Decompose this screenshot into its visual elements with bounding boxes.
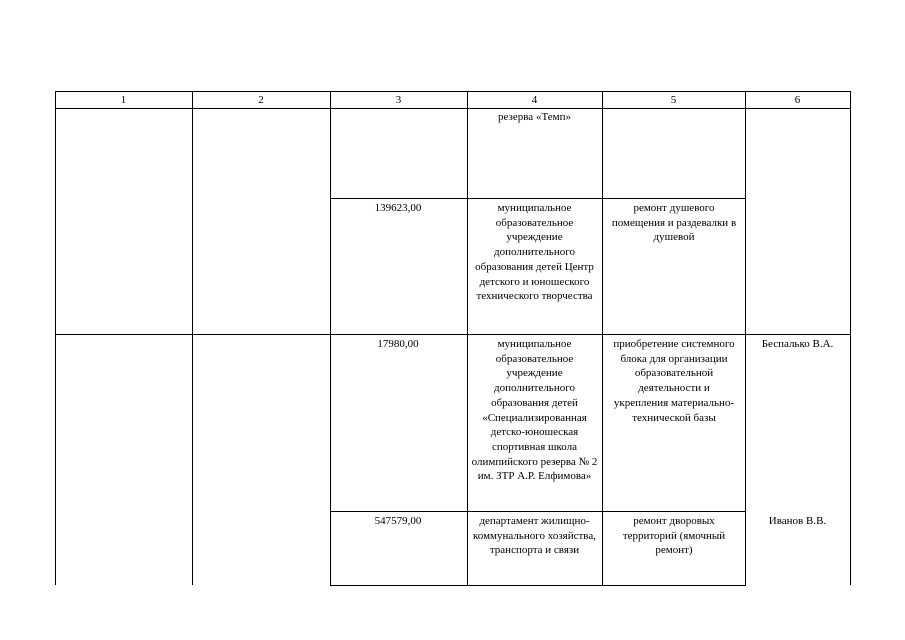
- table-cell-amount: 17980,00: [377, 338, 419, 350]
- table-cell-purpose: ремонт дворовых территорий (ямочный ремонт): [622, 515, 726, 557]
- column-border: [467, 91, 468, 586]
- table-cell-organization: департамент жилищно-коммунального хозяйства, транспорта и связи: [473, 515, 596, 557]
- row-divider: [330, 198, 745, 199]
- table-cell-organization: муниципальное образовательное учреждение дополнительного образования детей Центр детского и юношеского технического творчества: [475, 202, 594, 303]
- table-cell-responsible: Беспалько В.А.: [761, 338, 834, 350]
- table-cell-organization: резерва «Темп»: [498, 111, 571, 123]
- table-cell-purpose: приобретение системного блока для организации образовательной деятельности и укрепления материально-технической базы: [613, 338, 735, 424]
- column-border: [330, 91, 331, 586]
- column-border: [745, 91, 746, 586]
- column-header-1: 1: [120, 94, 127, 106]
- column-header-6: 6: [794, 94, 801, 106]
- table-bottom-border: [330, 585, 745, 586]
- row-divider: [55, 334, 850, 335]
- column-border: [192, 91, 193, 585]
- column-border: [602, 91, 603, 586]
- table-top-border: [55, 91, 850, 92]
- row-divider: [330, 511, 745, 512]
- column-border: [55, 91, 56, 585]
- table-cell-amount: 139623,00: [374, 202, 422, 214]
- column-header-4: 4: [531, 94, 538, 106]
- column-header-2: 2: [258, 94, 264, 106]
- table-cell-amount: 547579,00: [374, 515, 422, 527]
- column-header-3: 3: [395, 94, 402, 106]
- table-cell-purpose: ремонт душевого помещения и раздевалки в душевой: [611, 202, 737, 244]
- column-header-5: 5: [670, 94, 677, 106]
- header-bottom-border: [55, 108, 850, 109]
- column-border: [850, 91, 851, 585]
- table-cell-responsible: Иванов В.В.: [768, 515, 827, 527]
- table-cell-organization: муниципальное образовательное учреждение дополнительного образования детей «Специализированная детско-юношеская спортивная школа олимпийского резерва № 2 им. ЗТР А.Р. Елфимова»: [471, 338, 598, 483]
